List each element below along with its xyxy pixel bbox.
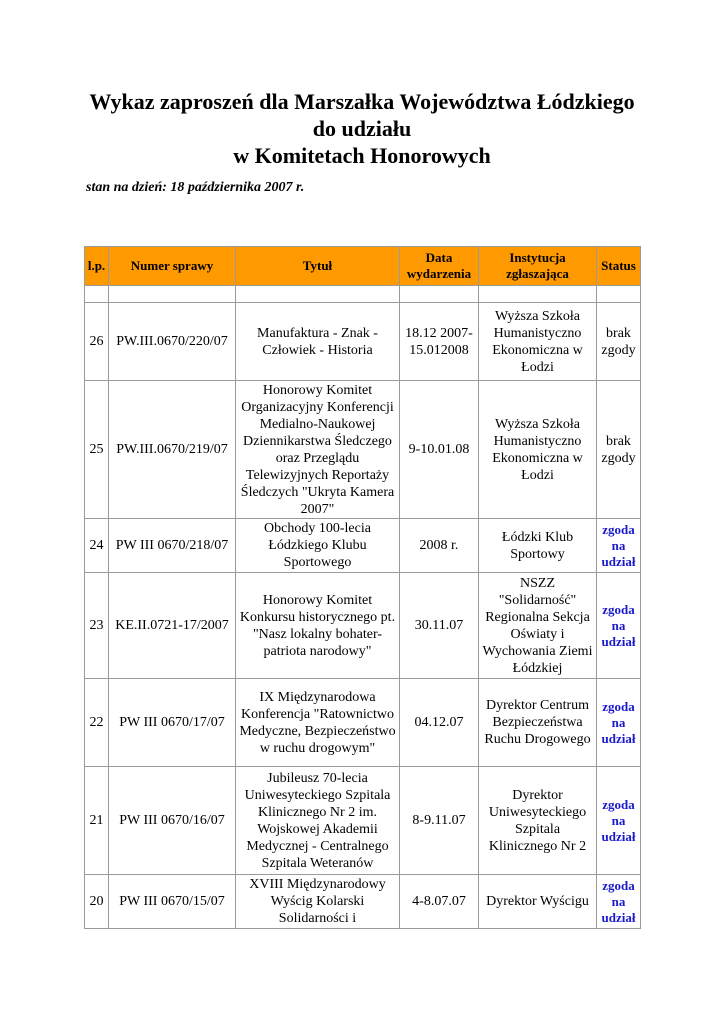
status-date: stan na dzień: 18 października 2007 r. xyxy=(86,180,305,195)
table-row xyxy=(85,767,641,875)
table-header-row xyxy=(85,247,641,286)
cell-numer-sprawy: PW III 0670/218/07 xyxy=(109,519,236,573)
cell-data-wydarzenia: 18.12 2007-15.012008 xyxy=(400,303,479,381)
cell-tytul: Honorowy Komitet Konkursu historycznego pt. "Nasz lokalny bohater-patriota narodowy" xyxy=(236,573,400,679)
table-row xyxy=(85,875,641,929)
cell-tytul: Jubileusz 70-lecia Uniwesyteckiego Szpitala Klinicznego Nr 2 im. Wojskowej Akademii Medycznej - Centralnego Szpitala Weteranów xyxy=(236,767,400,875)
title-line-2: do udziału xyxy=(312,116,412,141)
header-numer-sprawy: Numer sprawy xyxy=(109,247,236,286)
cell-instytucja: NSZZ "Solidarność" Regionalna Sekcja Oświaty i Wychowania Ziemi Łódzkiej xyxy=(479,573,597,679)
title-line-3: w Komitetach Honorowych xyxy=(233,143,491,168)
cell-status: zgoda na udział xyxy=(597,875,641,929)
cell-tytul: IX Międzynarodowa Konferencja "Ratownictwo Medyczne, Bezpieczeństwo w ruchu drogowym" xyxy=(236,679,400,767)
cell-data-wydarzenia: 8-9.11.07 xyxy=(400,767,479,875)
cell-numer-sprawy: PW III 0670/16/07 xyxy=(109,767,236,875)
cell-status: zgoda na udział xyxy=(597,767,641,875)
cell-lp: 23 xyxy=(85,573,109,679)
cell-lp: 26 xyxy=(85,303,109,381)
document-title xyxy=(40,88,684,169)
cell-lp: 24 xyxy=(85,519,109,573)
cell-lp: 25 xyxy=(85,381,109,519)
cell-status: zgoda na udział xyxy=(597,519,641,573)
cell-instytucja: Dyrektor Uniwesyteckiego Szpitala Klinicznego Nr 2 xyxy=(479,767,597,875)
table-row xyxy=(85,573,641,679)
header-tytul: Tytuł xyxy=(236,247,400,286)
table-row xyxy=(85,679,641,767)
cell-instytucja: Dyrektor Wyścigu xyxy=(479,875,597,929)
cell-data-wydarzenia: 04.12.07 xyxy=(400,679,479,767)
cell-lp: 20 xyxy=(85,875,109,929)
header-instytucja: Instytucja zgłaszająca xyxy=(479,247,597,286)
cell-numer-sprawy: PW.III.0670/219/07 xyxy=(109,381,236,519)
header-status: Status xyxy=(597,247,641,286)
cell-numer-sprawy: PW III 0670/15/07 xyxy=(109,875,236,929)
cell-numer-sprawy: PW.III.0670/220/07 xyxy=(109,303,236,381)
header-lp: l.p. xyxy=(85,247,109,286)
cell-tytul: Honorowy Komitet Organizacyjny Konferencji Medialno-Naukowej Dziennikarstwa Śledczego oraz Przeglądu Telewizyjnych Reportaży Śledczych "Ukryta Kamera 2007" xyxy=(236,381,400,519)
cell-data-wydarzenia: 9-10.01.08 xyxy=(400,381,479,519)
cell-status: brak zgody xyxy=(597,303,641,381)
cell-data-wydarzenia: 4-8.07.07 xyxy=(400,875,479,929)
empty-row xyxy=(85,286,641,303)
table-body xyxy=(85,286,641,929)
title-line-1: Wykaz zaproszeń dla Marszałka Województwa Łódzkiego xyxy=(89,89,635,114)
table-row xyxy=(85,381,641,519)
cell-numer-sprawy: KE.II.0721-17/2007 xyxy=(109,573,236,679)
cell-status: zgoda na udział xyxy=(597,679,641,767)
cell-tytul: Manufaktura - Znak - Człowiek - Historia xyxy=(236,303,400,381)
cell-data-wydarzenia: 30.11.07 xyxy=(400,573,479,679)
table-row xyxy=(85,303,641,381)
cell-lp: 22 xyxy=(85,679,109,767)
cell-instytucja: Wyższa Szkoła Humanistyczno Ekonomiczna w Łodzi xyxy=(479,303,597,381)
cell-tytul: XVIII Międzynarodowy Wyścig Kolarski Solidarności i xyxy=(236,875,400,929)
cell-data-wydarzenia: 2008 r. xyxy=(400,519,479,573)
cell-numer-sprawy: PW III 0670/17/07 xyxy=(109,679,236,767)
cell-instytucja: Dyrektor Centrum Bezpieczeństwa Ruchu Drogowego xyxy=(479,679,597,767)
cell-status: brak zgody xyxy=(597,381,641,519)
invitations-table xyxy=(84,246,641,929)
cell-lp: 21 xyxy=(85,767,109,875)
cell-tytul: Obchody 100-lecia Łódzkiego Klubu Sportowego xyxy=(236,519,400,573)
table-row xyxy=(85,519,641,573)
header-data-wydarzenia: Data wydarzenia xyxy=(400,247,479,286)
cell-instytucja: Wyższa Szkoła Humanistyczno Ekonomiczna w Łodzi xyxy=(479,381,597,519)
cell-instytucja: Łódzki Klub Sportowy xyxy=(479,519,597,573)
cell-status: zgoda na udział xyxy=(597,573,641,679)
